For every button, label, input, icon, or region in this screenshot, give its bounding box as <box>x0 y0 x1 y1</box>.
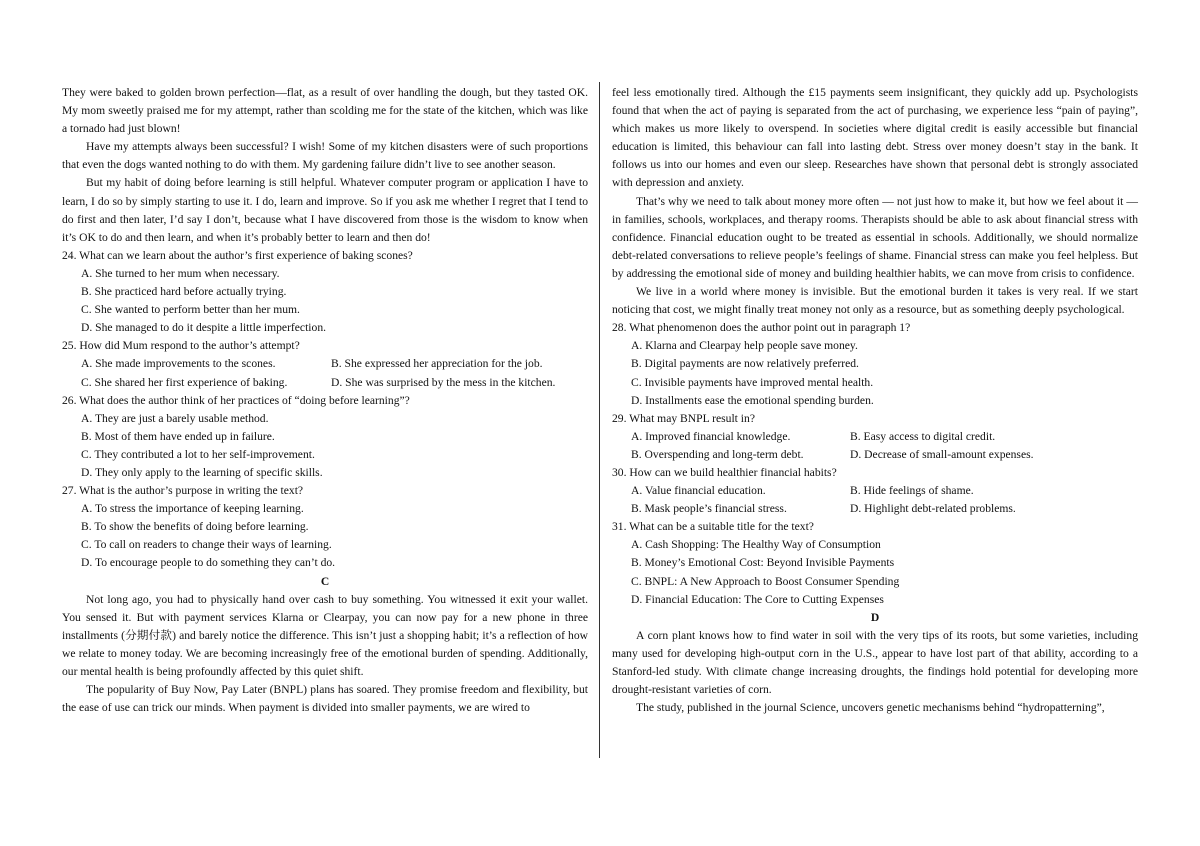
option-a[interactable]: A. To stress the importance of keeping learning. <box>81 502 304 516</box>
option-b[interactable]: B. Digital payments are now relatively preferred. <box>631 357 859 371</box>
section-heading-d: D <box>870 610 880 624</box>
question-24 <box>62 247 588 337</box>
option-d[interactable]: D. To encourage people to do something they can’t do. <box>81 556 336 570</box>
passage-c-paragraph: The popularity of Buy Now, Pay Later (BNPL) plans has soared. They promise freedom and flexibility, but the ease of use can trick our minds. When payment is divided into smaller payments, we are wired to <box>62 683 588 715</box>
question-25 <box>62 337 588 391</box>
passage-c-paragraph: Not long ago, you had to physically hand over cash to buy something. You witnessed it exit your wallet. You sensed it. But with payment services Klarna or Clearpay, you can now pay for a new phone in three installments (分期付款) and barely notice the difference. This isn’t just a shopping habit; it’s a reflection of how we relate to money today. We are becoming increasingly free of the emotional burden of spending. Additionally, our mental health is being profoundly affected by this quiet shift. <box>62 592 588 678</box>
question-31 <box>612 518 1138 608</box>
option-c[interactable]: C. They contributed a lot to her self-improvement. <box>81 447 315 461</box>
option-b[interactable]: B. She practiced hard before actually trying. <box>81 285 287 299</box>
option-c[interactable]: C. She shared her first experience of baking. <box>81 375 288 389</box>
passage-c-paragraph: That’s why we need to talk about money more often — not just how to make it, but how we feel about it — in families, schools, workplaces, and therapy rooms. Therapists should be able to ask about financial stress with confidence. Financial education ought to be treated as essential in schools. Additionally, we should normalize debt-related conversations to relieve people’s feelings of shame. Financial stress can make you feel helpless. But by addressing the emotional side of money and building healthier habits, we can move from crisis to confidence. <box>612 194 1138 280</box>
question-stem: 26. What does the author think of her practices of “doing before learning”? <box>62 393 410 407</box>
passage-b-paragraph: But my habit of doing before learning is still helpful. Whatever computer program or application I have to learn, I do so by simply starting to use it. I do, learn and improve. So if you ask me whether I regret that I tend to do first and then later, I’d say I don’t, because what I have discovered from those is the wisdom to know when it’s OK to do and then learn, and when it’s probably better to learn and then do! <box>62 176 588 244</box>
option-c[interactable]: C. She wanted to perform better than her mum. <box>81 303 300 317</box>
question-stem: 25. How did Mum respond to the author’s attempt? <box>62 339 300 353</box>
question-27 <box>62 482 588 572</box>
option-b[interactable]: B. Hide feelings of shame. <box>850 484 974 498</box>
option-b[interactable]: B. Money’s Emotional Cost: Beyond Invisible Payments <box>631 556 895 570</box>
question-stem: 30. How can we build healthier financial habits? <box>612 465 837 479</box>
option-d[interactable]: D. Highlight debt-related problems. <box>850 502 1016 516</box>
question-stem: 24. What can we learn about the author’s first experience of baking scones? <box>62 248 413 262</box>
question-30 <box>612 464 1138 518</box>
right-column <box>612 84 1138 717</box>
option-b[interactable]: B. Easy access to digital credit. <box>850 429 996 443</box>
passage-d-paragraph: A corn plant knows how to find water in soil with the very tips of its roots, but some varieties, including many used for developing high-output corn in the U.S., appear to have lost part of that ability, according to a Stanford-led study. With climate change increasing droughts, the findings hold potential for developing more drought-resistant varieties of corn. <box>612 628 1138 697</box>
option-a[interactable]: A. Klarna and Clearpay help people save money. <box>631 339 858 353</box>
option-a[interactable]: A. Improved financial knowledge. <box>631 429 791 443</box>
option-c[interactable]: C. BNPL: A New Approach to Boost Consumer Spending <box>631 574 900 588</box>
question-stem: 28. What phenomenon does the author point out in paragraph 1? <box>612 321 911 335</box>
option-a[interactable]: A. She made improvements to the scones. <box>81 357 276 371</box>
option-d[interactable]: D. They only apply to the learning of specific skills. <box>81 465 323 479</box>
passage-b-paragraph: They were baked to golden brown perfection—flat, as a result of over handling the dough, but they tasted OK. My mom sweetly praised me for my attempt, rather than scolding me for the state of the kitchen, which was like a tornado had just blown! <box>62 86 588 136</box>
left-column <box>62 84 588 717</box>
option-a[interactable]: A. Value financial education. <box>631 484 766 498</box>
option-d[interactable]: D. Decrease of small-amount expenses. <box>850 447 1034 461</box>
option-c[interactable]: B. Mask people’s financial stress. <box>631 502 787 516</box>
option-d[interactable]: D. She was surprised by the mess in the kitchen. <box>331 375 556 389</box>
passage-c-paragraph: feel less emotionally tired. Although the £15 payments seem insignificant, they quickly add up. Psychologists found that when the act of paying is separated from the act of purchasing, we experience less “pain of paying”, which makes us more likely to overspend. In societies where digital credit is easily accessible but financial education is limited, this behaviour can fall into lasting debt. Stress over money doesn’t stay in the bank. It follows us into our homes and even our sleep. Researches have shown that personal debt is strongly associated with depression and anxiety. <box>612 86 1138 190</box>
option-c[interactable]: C. To call on readers to change their ways of learning. <box>81 538 332 552</box>
column-divider <box>599 82 600 758</box>
section-heading-c: C <box>320 574 330 588</box>
option-d[interactable]: D. She managed to do it despite a little imperfection. <box>81 321 327 335</box>
question-stem: 27. What is the author’s purpose in writing the text? <box>62 484 304 498</box>
option-b[interactable]: B. Most of them have ended up in failure. <box>81 429 275 443</box>
question-stem: 31. What can be a suitable title for the text? <box>612 520 814 534</box>
option-a[interactable]: A. She turned to her mum when necessary. <box>81 266 280 280</box>
option-a[interactable]: A. They are just a barely usable method. <box>81 411 269 425</box>
passage-c-paragraph: We live in a world where money is invisible. But the emotional burden it takes is very real. If we start noticing that cost, we might finally treat money not only as a resource, but as something deeply psychological. <box>612 285 1138 317</box>
option-b[interactable]: B. To show the benefits of doing before learning. <box>81 520 309 534</box>
option-a[interactable]: A. Cash Shopping: The Healthy Way of Consumption <box>631 538 881 552</box>
passage-b-paragraph: Have my attempts always been successful? I wish! Some of my kitchen disasters were of such proportions that even the dogs wanted nothing to do with them. My gardening failure didn’t live to see another season. <box>62 140 588 172</box>
option-c[interactable]: C. Invisible payments have improved mental health. <box>631 375 874 389</box>
option-d[interactable]: D. Installments ease the emotional spending burden. <box>631 393 874 407</box>
question-28 <box>612 319 1138 409</box>
question-29 <box>612 410 1138 464</box>
option-b[interactable]: B. She expressed her appreciation for the job. <box>331 357 543 371</box>
question-26 <box>62 392 588 482</box>
passage-d-paragraph: The study, published in the journal Science, uncovers genetic mechanisms behind “hydropatterning”, <box>636 701 1105 715</box>
question-stem: 29. What may BNPL result in? <box>612 411 755 425</box>
option-c[interactable]: B. Overspending and long-term debt. <box>631 447 804 461</box>
option-d[interactable]: D. Financial Education: The Core to Cutting Expenses <box>631 592 884 606</box>
